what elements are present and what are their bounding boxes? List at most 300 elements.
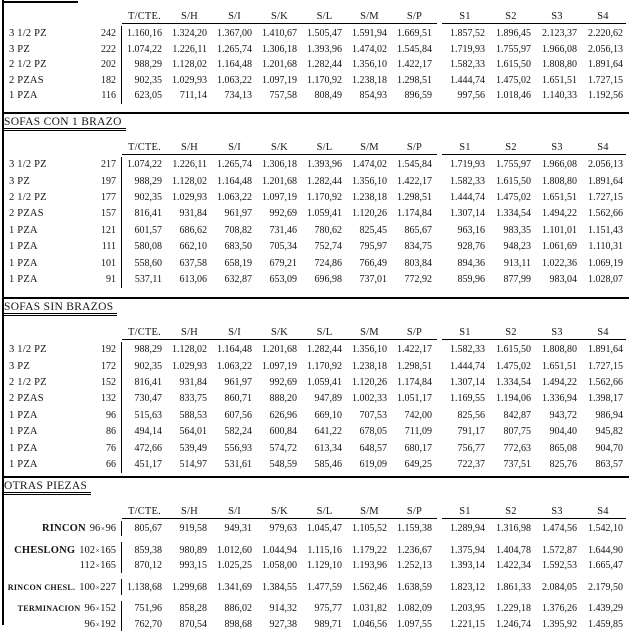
price-cell: 834,75 [404,241,432,253]
price-cell: 983,35 [503,224,531,236]
price-cell: 1.115,16 [307,544,342,556]
price-cell: 854,93 [359,90,387,102]
price-cell: 556,93 [224,442,252,454]
column-header: S2 [505,141,517,153]
price-cell: 986,94 [595,409,623,421]
row-quantity: 197 [101,175,116,187]
price-cell: 1.615,50 [496,59,531,71]
table-row [4,579,629,595]
price-cell: 1.203,95 [450,603,485,614]
table-row [4,255,629,271]
price-cell: 588,53 [179,409,207,421]
price-cell: 795,97 [359,241,387,253]
price-cell: 1.031,82 [352,603,387,614]
price-cell: 2.056,13 [588,159,623,171]
price-cell: 1.044,94 [262,544,297,556]
table-row [4,521,629,537]
row-label-cell [4,391,122,407]
price-cell: 1.444,74 [450,360,485,372]
table-row [4,424,629,440]
price-cell: 686,62 [179,224,207,236]
multiply-sign: × [95,619,100,629]
row-group [4,157,629,288]
column-header: S/K [271,11,288,22]
price-cell: 1.727,15 [588,74,623,86]
price-cell: 1.444,74 [450,74,485,86]
row-quantity: 152 [101,377,116,389]
table-row [4,42,629,58]
price-cell: 601,57 [134,224,162,236]
price-cell: 1.367,00 [217,28,252,40]
price-cell: 1.140,33 [542,90,577,102]
price-cell: 1.128,02 [172,175,207,187]
price-cell: 902,35 [134,360,162,372]
row-label-cell [4,271,122,287]
column-header: S4 [597,141,609,153]
price-group-right [442,582,626,593]
column-header: S/M [360,505,379,517]
price-cell: 752,74 [314,241,342,253]
price-cell: 1.226,11 [172,43,207,55]
price-cell: 1.120,26 [352,208,387,220]
table-row [4,391,629,407]
price-group-right [442,361,626,372]
price-cell: 904,70 [595,442,623,454]
price-group-left [122,59,437,70]
multiply-sign: × [95,582,100,592]
price-cell: 734,13 [224,90,252,102]
row-label-cell [4,73,122,89]
price-cell: 494,14 [134,426,162,438]
column-header: T/CTE. [128,141,161,153]
row-quantity: 217 [101,159,116,171]
row-label-cell [4,601,122,617]
section-title-row [4,299,629,319]
price-cell: 1.545,84 [397,159,432,171]
price-cell: 1.101,01 [542,224,577,236]
column-header: S/M [360,141,379,153]
price-cell: 988,29 [134,175,162,187]
table-row [4,558,629,574]
price-cell: 1.164,48 [217,344,252,356]
row-label: 1 PZA [9,90,38,102]
row-label-cell [4,206,122,222]
price-cell: 1.505,47 [307,28,342,40]
price-group-left [122,619,437,630]
column-header: S3 [551,141,563,153]
price-group-right [442,90,626,101]
price-cell: 886,02 [224,603,252,614]
price-cell: 600,84 [269,426,297,438]
price-cell: 1.097,19 [262,360,297,372]
row-label-cell [4,521,122,537]
price-cell: 1.444,74 [450,191,485,203]
price-group-left [122,560,437,571]
price-cell: 1.201,68 [262,59,297,71]
row-group [4,601,629,631]
price-cell: 989,71 [314,618,342,630]
price-cell: 619,09 [359,459,387,471]
price-cell: 607,56 [224,409,252,421]
price-cell: 833,75 [179,393,207,405]
multiply-sign: × [95,561,100,570]
price-cell: 730,47 [134,393,162,405]
multiply-sign: × [95,545,100,555]
price-cell: 737,01 [359,273,387,285]
row-size: 112×165 [79,560,116,571]
price-cell: 896,59 [404,90,432,102]
price-cell: 724,86 [314,257,342,269]
price-cell: 679,21 [269,257,297,269]
price-cell: 1.307,14 [450,377,485,389]
price-cell: 1.306,18 [262,159,297,171]
price-cell: 1.395,92 [542,618,577,630]
section [4,0,629,114]
row-label-cell [4,456,122,472]
price-cell: 992,69 [269,377,297,389]
price-cell: 580,08 [134,241,162,253]
price-cell: 683,50 [224,241,252,253]
price-cell: 1.393,14 [450,560,485,571]
row-label-cell [4,255,122,271]
price-cell: 1.170,92 [307,74,342,86]
price-cell: 1.393,96 [307,159,342,171]
row-quantity: 202 [101,59,116,71]
price-cell: 1.120,26 [352,377,387,389]
price-cell: 1.966,08 [542,43,577,55]
row-label: 3 PZ [9,43,30,55]
price-cell: 1.046,56 [352,618,387,630]
table-row [4,358,629,374]
column-header: S4 [597,326,609,338]
price-cell: 623,05 [134,90,162,102]
price-cell: 680,17 [404,442,432,454]
price-cell: 1.966,08 [542,159,577,171]
row-label: 1 PZA [9,426,38,438]
column-header: S1 [459,326,471,338]
price-cell: 515,63 [134,409,162,421]
price-cell: 807,75 [503,426,531,438]
column-header-group-left [122,506,437,519]
price-cell: 1.265,74 [217,159,252,171]
price-cell: 870,54 [179,618,207,630]
price-group-left [122,28,437,39]
price-cell: 2.056,13 [588,43,623,55]
column-header: S2 [505,505,517,517]
column-header: S/L [316,11,333,22]
price-cell: 1.651,51 [542,74,577,86]
row-quantity: 66 [106,459,116,471]
table-row [4,238,629,254]
section [4,478,629,631]
price-cell: 1.201,68 [262,175,297,187]
price-cell: 696,98 [314,273,342,285]
row-label-cell [4,42,122,58]
column-header-group-right [442,506,626,519]
row-quantity: 121 [101,224,116,236]
price-cell: 931,84 [179,377,207,389]
price-cell: 1.012,60 [217,544,252,556]
price-cell: 961,97 [224,208,252,220]
price-cell: 1.474,02 [352,43,387,55]
price-group-right [442,393,626,404]
price-cell: 1.018,46 [496,90,531,102]
price-cell: 865,08 [549,442,577,454]
price-cell: 1.164,48 [217,59,252,71]
price-cell: 945,82 [595,426,623,438]
column-header: S/H [181,11,198,22]
price-cell: 1.375,94 [450,544,485,556]
column-header: S2 [505,326,517,338]
price-cell: 1.063,22 [217,191,252,203]
row-quantity: 111 [101,241,116,253]
price-group-left [122,377,437,388]
price-cell: 1.404,78 [496,544,531,556]
row-label: TERMINACION [17,604,81,613]
price-group-left [122,44,437,55]
price-cell: 1.194,06 [496,393,531,405]
price-cell: 613,34 [314,442,342,454]
price-cell: 979,63 [269,523,297,534]
price-cell: 757,58 [269,90,297,102]
price-group-right [442,459,626,470]
price-cell: 574,72 [269,442,297,454]
price-cell: 1.356,10 [352,175,387,187]
column-header-group-left [122,327,437,340]
column-header: T/CTE. [128,505,161,517]
price-cell: 1.356,10 [352,59,387,71]
table-row [4,374,629,390]
price-cell: 1.422,34 [496,560,531,571]
price-cell: 808,49 [314,90,342,102]
price-cell: 949,31 [224,523,252,534]
section-title-row [4,478,629,498]
price-cell: 1.459,85 [588,618,623,630]
price-cell: 708,82 [224,224,252,236]
price-group-right [442,426,626,437]
row-label: 2 PZAS [9,208,44,220]
price-cell: 772,92 [404,273,432,285]
price-cell: 1.808,80 [542,175,577,187]
price-cell: 1.002,33 [352,393,387,405]
row-label: 1 PZA [9,241,38,253]
price-cell: 1.582,33 [450,59,485,71]
price-group-right [442,274,626,285]
section-title: SOFAS SIN BRAZOS [4,301,117,316]
price-cell: 825,45 [359,224,387,236]
row-label: 2 PZAS [9,393,44,405]
price-cell: 658,19 [224,257,252,269]
price-cell: 1.896,45 [496,28,531,40]
row-size: 96×96 [89,523,116,534]
row-label-cell [4,358,122,374]
row-label: 3 PZ [9,360,30,372]
price-cell: 548,59 [269,459,297,471]
price-group-right [442,410,626,421]
price-cell: 1.029,93 [172,74,207,86]
price-cell: 1.298,51 [397,360,432,372]
row-group [4,542,629,573]
price-cell: 1.669,51 [397,28,432,40]
price-cell: 1.252,13 [397,560,432,571]
price-cell: 1.755,97 [496,43,531,55]
price-cell: 1.615,50 [496,344,531,356]
row-size: 102×165 [79,544,116,556]
price-cell: 1.221,15 [450,618,485,630]
price-cell: 992,69 [269,208,297,220]
price-cell: 1.542,10 [588,523,623,534]
price-cell: 1.229,18 [496,603,531,614]
price-group-left [122,208,437,219]
price-cell: 1.028,07 [588,273,623,285]
price-cell: 1.029,93 [172,191,207,203]
price-group-right [442,603,626,614]
price-group-left [122,225,437,236]
table-row [4,456,629,472]
column-header: S/H [181,326,198,338]
price-cell: 1.808,80 [542,344,577,356]
price-cell: 737,51 [503,459,531,471]
price-cell: 842,87 [503,409,531,421]
row-label-cell [4,424,122,440]
price-cell: 707,53 [359,409,387,421]
price-cell: 1.082,09 [397,603,432,614]
table-row [4,57,629,73]
row-size: 100×227 [79,581,116,593]
price-cell: 1.857,52 [450,28,485,40]
column-header: S3 [551,505,563,517]
column-header-row [4,319,629,340]
price-cell: 963,16 [457,224,485,236]
price-group-left [122,274,437,285]
row-label: CHESLONG [14,544,76,556]
price-cell: 1.238,18 [352,191,387,203]
column-header: S2 [505,11,517,22]
row-quantity: 96 [106,409,116,421]
price-cell: 791,17 [457,426,485,438]
price-group-right [442,443,626,454]
price-cell: 913,11 [503,257,531,269]
price-cell: 1.376,26 [542,603,577,614]
price-cell: 1.494,22 [542,208,577,220]
price-cell: 1.193,96 [352,560,387,571]
price-cell: 1.474,02 [352,159,387,171]
column-header: S/P [406,505,423,517]
row-label: 2 1/2 PZ [9,377,47,389]
table-row [4,26,629,42]
row-quantity: 116 [101,90,116,102]
sheet-content [4,0,629,631]
price-cell: 860,71 [224,393,252,405]
price-cell: 2.220,62 [588,28,623,40]
price-cell: 1.494,22 [542,377,577,389]
price-cell: 1.727,15 [588,360,623,372]
price-group-left [122,258,437,269]
row-label-cell [4,189,122,205]
price-cell: 980,89 [179,544,207,556]
row-group [4,579,629,595]
row-group [4,521,629,537]
price-cell: 805,67 [134,523,162,534]
price-group-right [442,75,626,86]
price-cell: 1.422,17 [397,175,432,187]
row-quantity: 132 [101,393,116,405]
row-label-cell [4,88,122,104]
table-row [4,407,629,423]
price-cell: 1.051,17 [397,393,432,405]
price-cell: 1.128,02 [172,59,207,71]
price-group-left [122,192,437,203]
price-group-right [442,241,626,252]
price-cell: 859,96 [457,273,485,285]
price-cell: 1.063,22 [217,360,252,372]
price-cell: 1.289,94 [450,523,485,534]
price-cell: 1.299,68 [172,581,207,593]
price-cell: 1.282,44 [307,344,342,356]
price-cell: 1.324,20 [172,28,207,40]
price-cell: 537,11 [134,273,162,285]
price-cell: 1.298,51 [397,191,432,203]
price-cell: 1.074,22 [127,159,162,171]
price-cell: 1.755,97 [496,159,531,171]
row-quantity: 242 [101,28,116,40]
column-header: S/L [316,505,333,517]
price-cell: 613,06 [179,273,207,285]
price-group-left [122,459,437,470]
price-cell: 1.069,19 [588,257,623,269]
column-header: S/P [406,326,423,338]
price-cell: 943,72 [549,409,577,421]
price-cell: 1.808,80 [542,59,577,71]
row-quantity: 76 [106,442,116,454]
row-label-cell [4,616,122,631]
price-group-right [442,44,626,55]
price-cell: 711,14 [179,90,207,102]
row-label: 3 1/2 PZ [9,28,47,40]
column-header: S/M [360,11,379,22]
row-quantity: 86 [106,426,116,438]
price-group-left [122,361,437,372]
price-group-right [442,208,626,219]
row-label-cell [4,558,122,574]
price-cell: 1.651,51 [542,191,577,203]
column-header: S3 [551,326,563,338]
price-cell: 1.282,44 [307,59,342,71]
price-group-left [122,393,437,404]
price-group-left [122,75,437,86]
price-cell: 669,10 [314,409,342,421]
price-cell: 877,99 [503,273,531,285]
row-label: 3 1/2 PZ [9,159,47,171]
price-cell: 539,49 [179,442,207,454]
price-cell: 1.192,56 [588,90,623,102]
price-cell: 1.174,84 [397,208,432,220]
price-cell: 1.719,93 [450,159,485,171]
price-cell: 1.160,16 [127,28,162,40]
price-cell: 1.298,51 [397,74,432,86]
price-cell: 1.475,02 [496,74,531,86]
price-cell: 756,77 [457,442,485,454]
price-cell: 898,68 [224,618,252,630]
price-cell: 1.393,96 [307,43,342,55]
price-cell: 678,05 [359,426,387,438]
price-cell: 558,60 [134,257,162,269]
column-header: S4 [597,11,609,22]
row-label: 1 PZA [9,273,38,285]
price-cell: 1.891,64 [588,344,623,356]
price-cell: 1.159,38 [397,523,432,534]
price-cell: 1.823,12 [450,581,485,593]
